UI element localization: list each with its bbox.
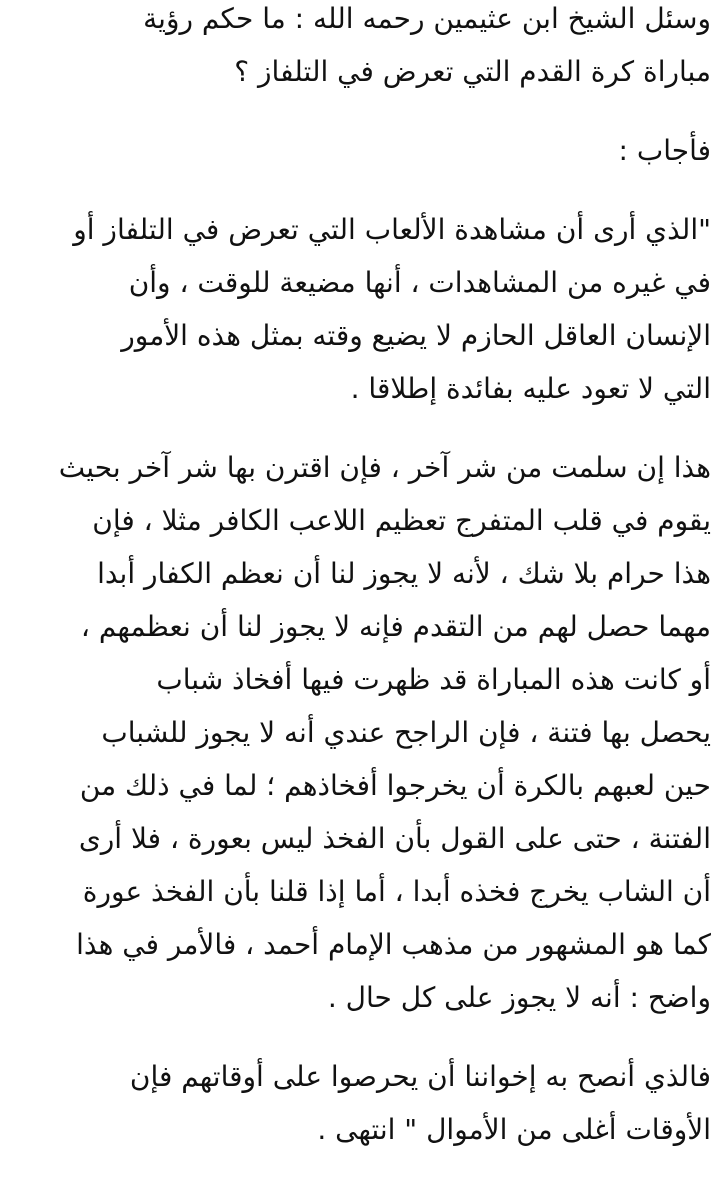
- text-line: في غيره من المشاهدات ، أنها مضيعة للوقت ، وأن: [128, 266, 711, 299]
- paragraph-gap: [12, 98, 711, 124]
- text-line: أو كانت هذه المباراة قد ظهرت فيها أفخاذ شباب: [156, 663, 711, 696]
- paragraph-gap: [12, 1024, 711, 1050]
- text-line: حين لعبهم بالكرة أن يخرجوا أفخاذهم ؛ لما في ذلك من: [79, 769, 711, 802]
- text-line: فأجاب :: [618, 134, 711, 167]
- question-paragraph: [12, 0, 711, 98]
- paragraph-gap: [12, 415, 711, 441]
- text-line: التي لا تعود عليه بفائدة إطلاقا .: [350, 372, 711, 405]
- text-line: أن الشاب يخرج فخذه أبدا ، أما إذا قلنا بأن الفخذ عورة: [82, 875, 711, 908]
- text-line: كما هو المشهور من مذهب الإمام أحمد ، فالأمر في هذا: [76, 928, 711, 961]
- text-line: الفتنة ، حتى على القول بأن الفخذ ليس بعورة ، فلا أرى: [78, 822, 711, 855]
- paragraph-1: [12, 203, 711, 415]
- text-line: مهما حصل لهم من التقدم فإنه لا يجوز لنا أن نعظمهم ،: [80, 610, 711, 643]
- paragraph-3: [12, 1050, 711, 1156]
- text-line: وسئل الشيخ ابن عثيمين رحمه الله : ما حكم رؤية: [143, 2, 711, 35]
- paragraph-2: [12, 441, 711, 1024]
- text-line: يحصل بها فتنة ، فإن الراجح عندي أنه لا يجوز للشباب: [101, 716, 711, 749]
- text-line: يقوم في قلب المتفرج تعظيم اللاعب الكافر مثلا ، فإن: [92, 504, 711, 537]
- text-line: فالذي أنصح به إخواننا أن يحرصوا على أوقاتهم فإن: [129, 1060, 711, 1093]
- text-line: هذا إن سلمت من شر آخر ، فإن اقترن بها شر آخر بحيث: [58, 451, 711, 484]
- text-line: "الذي أرى أن مشاهدة الألعاب التي تعرض في التلفاز أو: [73, 213, 711, 246]
- text-line: الإنسان العاقل الحازم لا يضيع وقته بمثل هذه الأمور: [121, 319, 711, 352]
- text-line: الأوقات أغلى من الأموال " انتهى .: [317, 1113, 711, 1146]
- answer-intro: [12, 124, 711, 177]
- text-line: واضح : أنه لا يجوز على كل حال .: [327, 981, 711, 1014]
- text-line: هذا حرام بلا شك ، لأنه لا يجوز لنا أن نعظم الكفار أبدا: [97, 557, 711, 590]
- paragraph-gap: [12, 177, 711, 203]
- text-line: مباراة كرة القدم التي تعرض في التلفاز ؟: [234, 55, 711, 88]
